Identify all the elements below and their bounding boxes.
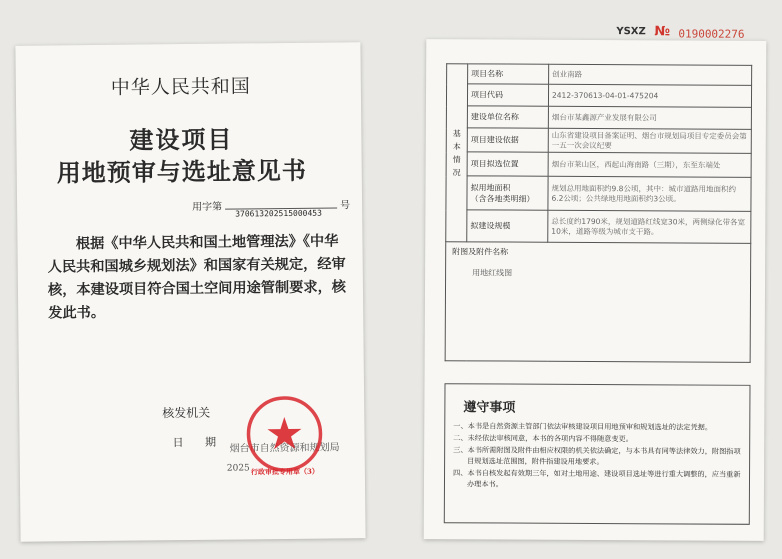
table-row: [446, 84, 751, 108]
row-label: 项目名称: [468, 64, 549, 84]
authority-name: 烟台市自然资源和规划局: [229, 442, 340, 455]
table-row: [446, 176, 751, 212]
body-text: 根据《中华人民共和国土地管理法》《中华人民共和国城乡规划法》和国家有关规定，经审核，本建设项目符合国土空间用途管制要求，核发此书。: [47, 233, 346, 322]
table-row: [447, 64, 752, 86]
rules-box: [444, 383, 751, 525]
table-row: [446, 128, 751, 154]
issue-year: 2025: [226, 463, 250, 474]
attachment-item: 用地红线图: [472, 268, 513, 278]
row-value: 总长度约1790米，规划道路红线宽30米，两侧绿化带各宽10米，道路等级为城市支干路。: [548, 210, 751, 243]
rule-item: 二、未经依法审核同意，本书的各项内容不得随意变更。: [453, 433, 633, 444]
left-page: [15, 42, 365, 542]
document-title-line1: 建设项目: [129, 125, 234, 155]
use-number-prefix: 用字第: [192, 201, 223, 213]
row-value: 烟台市某鑫源产业发展有限公司: [548, 106, 751, 129]
row-value: 山东省建设项目备案证明、烟台市规划局项目专定委员会第一五一次会议纪要: [548, 128, 751, 153]
serial-number: 0190002276: [678, 27, 745, 41]
row-label: 项目拟选位置: [467, 152, 548, 176]
rules-list: [453, 420, 745, 492]
use-number-suffix: 号: [340, 200, 351, 212]
use-number-value: 370613202515000453: [235, 208, 322, 219]
row-label: 建设单位名称: [467, 106, 548, 128]
row-value: 2412-370613-04-01-475204: [548, 84, 751, 107]
row-label: 拟用地面积 （含各地类明细）: [467, 176, 548, 210]
rule-item: 四、本书自核发起有效期三年，如对土地用途、建设项目选址等进行重大调整的，应当重新办理本书。: [453, 468, 741, 489]
table-row: [446, 106, 751, 130]
issuing-authority-label: 核发机关: [162, 405, 211, 421]
right-page: [424, 24, 767, 541]
table-row: [446, 152, 751, 178]
row-value: 规划总用地面积约9.8公顷，其中：城市道路用地面积约6.2公顷；公共绿地用地面积约3公顷。: [548, 176, 751, 211]
section-label: 基本情况: [446, 64, 468, 242]
basic-info-table: [445, 63, 753, 363]
rule-item: 一、本书是自然资源主管部门依法审核建设项目用地预审和规划选址的法定凭据。: [453, 421, 713, 432]
attachments-label: 附图及附件名称: [452, 247, 509, 257]
attachments-row: [445, 242, 751, 363]
country-heading: 中华人民共和国: [110, 75, 251, 99]
row-label: 拟建设规模: [467, 210, 548, 242]
attachments-cell: [445, 242, 751, 363]
rule-item: 三、本书所需附图及附件由相应权限的机关依法确定，与本书具有同等法律效力，附图指项目规划选址范围图，附件指建设用地要求。: [453, 445, 741, 467]
seal-text: 行政审批专用章（3）: [250, 466, 319, 477]
row-label: 项目建设依据: [467, 128, 548, 152]
row-label: 项目代码: [467, 84, 548, 106]
row-value: 创业南路: [549, 64, 752, 85]
serial-number-mark: №: [654, 24, 671, 40]
row-value: 烟台市莱山区，西起山海南路（三期），东至东端处: [548, 152, 751, 177]
document-title-line2: 用地预审与选址意见书: [56, 156, 307, 188]
date-label: 日 期: [172, 435, 217, 450]
table-row: [446, 210, 751, 244]
rules-title: 遵守事项: [463, 400, 516, 416]
official-seal-icon: [245, 395, 324, 474]
serial-code: YSXZ: [616, 26, 646, 38]
